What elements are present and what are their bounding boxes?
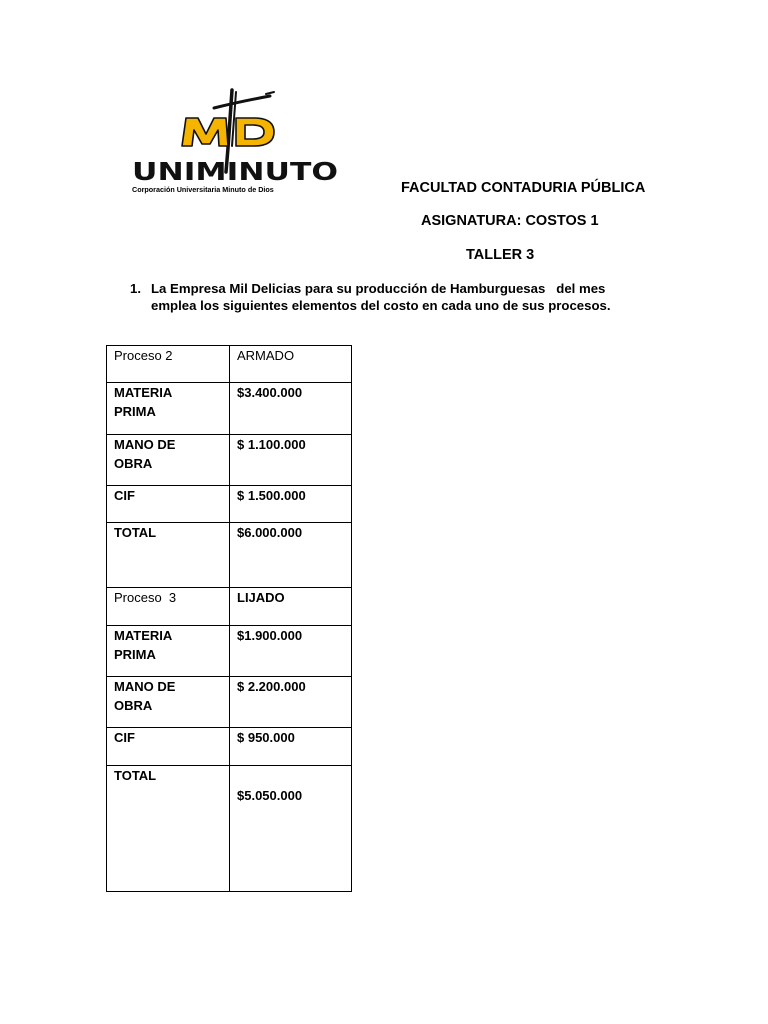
md-cross-logo-icon: [128, 88, 344, 188]
faculty-heading: FACULTAD CONTADURIA PÚBLICA: [401, 180, 646, 196]
process-costs-table: [106, 345, 352, 892]
cost-element-line: PRIMA: [114, 646, 156, 662]
cost-value-cell: $ 1.500.000: [230, 486, 352, 523]
table-row: [107, 346, 352, 383]
cost-element-cell: [107, 626, 230, 677]
cost-value-cell: $1.900.000: [230, 626, 352, 677]
question-text: [151, 280, 651, 314]
table-row: [107, 677, 352, 728]
cost-element-line: MATERIA: [114, 385, 173, 400]
process-label-cell: Proceso 2: [107, 346, 230, 383]
cost-element-line: MANO DE: [114, 679, 176, 694]
table-row: [107, 523, 352, 588]
cost-element-cell: [107, 383, 230, 435]
table-row: [107, 588, 352, 626]
question-text-line: La Empresa Mil Delicias para su producción de Hamburguesas del mes: [151, 281, 606, 296]
cost-element-line: PRIMA: [114, 403, 156, 419]
cost-element-line: MANO DE: [114, 437, 176, 452]
total-value-cell: [230, 766, 352, 892]
logo-tagline: Corporación Universitaria Minuto de Dios: [132, 185, 274, 194]
cost-element-cell: CIF: [107, 486, 230, 523]
table-row: [107, 383, 352, 435]
table-row: [107, 766, 352, 892]
total-value-cell: $6.000.000: [230, 523, 352, 588]
workshop-heading: TALLER 3: [466, 247, 535, 263]
cost-value-cell: $ 1.100.000: [230, 435, 352, 486]
process-name-cell: ARMADO: [230, 346, 352, 383]
total-label-cell: TOTAL: [107, 766, 230, 892]
process-name-cell: LIJADO: [230, 588, 352, 626]
cost-element-line: OBRA: [114, 697, 153, 713]
subject-heading: ASIGNATURA: COSTOS 1: [421, 213, 599, 229]
cost-value-cell: $ 950.000: [230, 728, 352, 766]
question-number: 1.: [130, 281, 141, 296]
table-row: [107, 486, 352, 523]
cost-element-line: OBRA: [114, 455, 153, 471]
process-label-cell: Proceso 3: [107, 588, 230, 626]
cost-element-cell: CIF: [107, 728, 230, 766]
uniminuto-wordmark: UNIMINUTO: [132, 157, 338, 186]
total-label-cell: TOTAL: [107, 523, 230, 588]
table-row: [107, 728, 352, 766]
cost-element-line: MATERIA: [114, 628, 173, 643]
uniminuto-logo: [128, 88, 344, 200]
cost-element-cell: [107, 435, 230, 486]
table-row: [107, 435, 352, 486]
question-text-line: emplea los siguientes elementos del costo en cada uno de sus procesos.: [151, 298, 611, 313]
cost-value-cell: $3.400.000: [230, 383, 352, 435]
cost-element-cell: [107, 677, 230, 728]
cost-value-cell: $ 2.200.000: [230, 677, 352, 728]
table-row: [107, 626, 352, 677]
total-value: $5.050.000: [237, 788, 303, 803]
